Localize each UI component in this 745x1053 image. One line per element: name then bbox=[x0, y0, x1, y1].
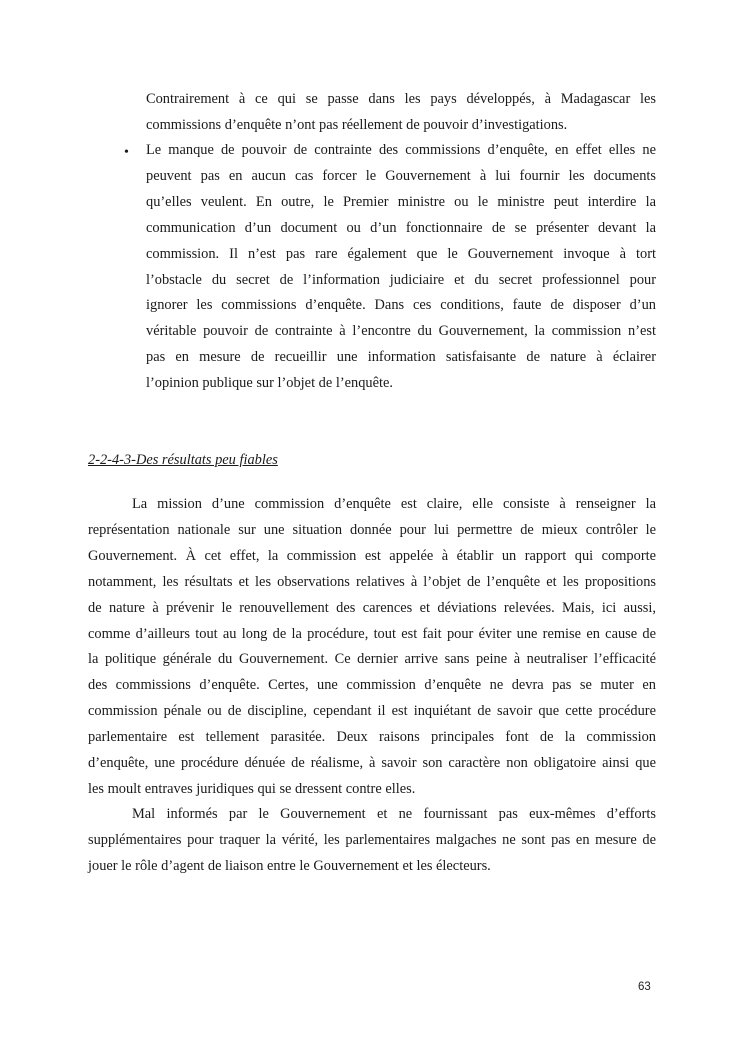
paragraph-line: les moult entraves juridiques qui se dressent contre elles. bbox=[88, 780, 416, 797]
paragraph-line: notamment, les résultats et les observations relatives à l’objet de l’enquête et les propositions bbox=[88, 573, 656, 590]
paragraph-line: de nature à prévenir le renouvellement des carences et déviations relevées. Mais, ici aussi, bbox=[88, 599, 656, 616]
paragraph-line: d’enquête, une procédure dénuée de réalisme, à savoir son caractère non obligatoire ainsi que bbox=[88, 755, 656, 772]
bullet-item bbox=[146, 138, 656, 397]
paragraph-line: des commissions d’enquête. Certes, une commission d’enquête ne devra pas se muter en bbox=[88, 677, 656, 694]
paragraph-line: Mal informés par le Gouvernement et ne fournissant pas eux-mêmes d’efforts bbox=[132, 806, 656, 822]
bullet-line: commission. Il n’est pas rare également que le Gouvernement invoque à tort bbox=[146, 245, 656, 262]
page-number: 63 bbox=[638, 981, 651, 993]
bullet-line: ignorer les commissions d’enquête. Dans ces conditions, faute de disposer d’un bbox=[146, 297, 656, 314]
paragraph-line: La mission d’une commission d’enquête est claire, elle consiste à renseigner la bbox=[132, 496, 656, 512]
paragraph-1 bbox=[88, 492, 656, 803]
bullet-icon: • bbox=[124, 145, 129, 160]
bullet-line: l’opinion publique sur l’objet de l’enquête. bbox=[146, 375, 393, 392]
paragraph-line: supplémentaires pour traquer la vérité, les parlementaires malgaches ne sont pas en mesure de bbox=[88, 831, 656, 848]
bullet-line: qu’elles veulent. En outre, le Premier ministre ou le ministre peut interdire la bbox=[146, 193, 656, 210]
paragraph-line: parlementaire est tellement parasitée. Deux raisons principales font de la commission bbox=[88, 729, 656, 746]
bullet-line: communication d’un document ou d’un fonctionnaire de se présenter devant la bbox=[146, 219, 656, 236]
paragraph-line: comme d’ailleurs tout au long de la procédure, tout est fait pour éviter une remise en cause de bbox=[88, 625, 656, 642]
bullet-line: Le manque de pouvoir de contrainte des commissions d’enquête, en effet elles ne bbox=[146, 142, 656, 158]
bullet-line: l’obstacle du secret de l’information judiciaire et du secret professionnel pour bbox=[146, 271, 656, 288]
continuation-text bbox=[146, 87, 656, 139]
continuation-line: Contrairement à ce qui se passe dans les pays développés, à Madagascar les bbox=[146, 91, 656, 107]
bullet-line: véritable pouvoir de contrainte à l’encontre du Gouvernement, la commission n’est bbox=[146, 323, 656, 340]
bullet-line: pas en mesure de recueillir une information satisfaisante de nature à éclairer bbox=[146, 349, 656, 366]
bullet-line: peuvent pas en aucun cas forcer le Gouvernement à lui fournir les documents bbox=[146, 167, 656, 184]
paragraph-line: jouer le rôle d’agent de liaison entre le Gouvernement et les électeurs. bbox=[88, 857, 491, 874]
paragraph-line: commission pénale ou de discipline, cependant il est inquiétant de savoir que cette procédure bbox=[88, 703, 656, 720]
paragraph-line: la politique générale du Gouvernement. Ce dernier arrive sans peine à neutraliser l’efficacité bbox=[88, 651, 656, 668]
paragraph-line: Gouvernement. À cet effet, la commission est appelée à établir un rapport qui comporte bbox=[88, 547, 656, 564]
section-heading: 2-2-4-3-Des résultats peu fiables bbox=[88, 452, 278, 468]
continuation-line: commissions d’enquête n’ont pas réellement de pouvoir d’investigations. bbox=[146, 116, 568, 133]
paragraph-2 bbox=[88, 802, 656, 880]
paragraph-line: représentation nationale sur une situation donnée pour lui permettre de mieux contrôler le bbox=[88, 521, 656, 538]
